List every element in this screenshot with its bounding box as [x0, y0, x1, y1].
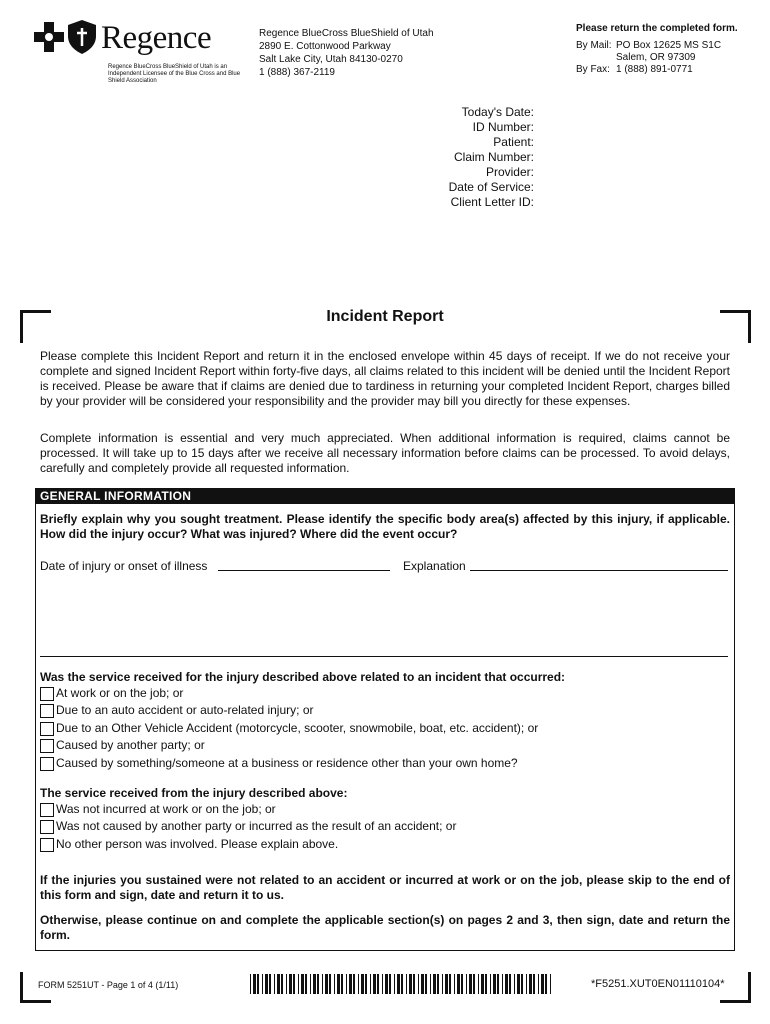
intro-paragraph-2: Complete information is essential and very much appreciated. When additional information is required, claims cannot be processed. It will take up to 15 days after we receive all necessary information before claims can be processed. To avoid delays, carefully and completely provide all requested information. [40, 431, 730, 475]
logo-wordmark: Regence [101, 20, 212, 56]
option-other-vehicle[interactable]: Due to an Other Vehicle Accident (motorcycle, scooter, snowmobile, boat, etc. accident); or [40, 721, 538, 736]
form-id: FORM 5251UT - Page 1 of 4 (1/11) [38, 980, 179, 990]
section-heading: GENERAL INFORMATION [35, 488, 735, 504]
explanation-input[interactable] [470, 570, 728, 571]
treatment-prompt: Briefly explain why you sought treatment. Please identify the specific body area(s) affected by this injury, if applicable. How did the injury occur? What was injured? Where did the event occur? [40, 512, 730, 541]
intro-paragraph-1: Please complete this Incident Report and return it in the enclosed envelope within 45 days of receipt. If we do not receive your complete and signed Incident Report within forty-five days, all claims related to this incident will be denied until the Incident Report is received. Please be aware that if claims are denied due to tardiness in returning your completed Incident Report, charges billed by your provider will be considered your responsibility and the provider may bill you directly for these expenses. [40, 349, 730, 408]
service-question: The service received from the injury described above: [40, 786, 348, 800]
form-code: *F5251.XUT0EN01110104* [591, 978, 725, 990]
checkbox[interactable] [40, 739, 54, 753]
checkbox[interactable] [40, 820, 54, 834]
explanation-label: Explanation [403, 559, 466, 573]
return-instructions: By Mail: PO Box 12625 MS S1C Salem, OR 97309 By Fax: 1 (888) 891-0771 [576, 40, 722, 75]
logo-tagline: Regence BlueCross BlueShield of Utah is an Independent Licensee of the Blue Cross and Blue Shield Association [108, 64, 241, 84]
barcode-icon [250, 974, 552, 994]
date-of-injury-label: Date of injury or onset of illness [40, 559, 208, 573]
option-at-work[interactable]: At work or on the job; or [40, 686, 183, 701]
page-title: Incident Report [326, 308, 444, 325]
checkbox[interactable] [40, 704, 54, 718]
date-of-injury-input[interactable] [218, 570, 390, 571]
company-address: Regence BlueCross BlueShield of Utah 2890 E. Cottonwood Parkway Salt Lake City, Utah 84130-0270 1 (888) 367-2119 [259, 28, 434, 78]
checkbox[interactable] [40, 722, 54, 736]
option-auto-accident[interactable]: Due to an auto accident or auto-related injury; or [40, 703, 313, 718]
option-another-party[interactable]: Caused by another party; or [40, 738, 205, 753]
field-todays-date: Today's Date: [461, 105, 534, 119]
field-date-of-service: Date of Service: [448, 180, 534, 194]
option-no-other-person[interactable]: No other person was involved. Please explain above. [40, 837, 338, 852]
checkbox[interactable] [40, 757, 54, 771]
field-client-letter-id: Client Letter ID: [450, 195, 534, 209]
option-business-residence[interactable]: Caused by something/someone at a business or residence other than your own home? [40, 756, 518, 771]
field-patient: Patient: [493, 135, 534, 149]
checkbox[interactable] [40, 838, 54, 852]
checkbox[interactable] [40, 687, 54, 701]
option-not-at-work[interactable]: Was not incurred at work or on the job; or [40, 802, 276, 817]
blue-cross-logo-icon [34, 22, 64, 52]
return-instructions-title: Please return the completed form. [576, 23, 738, 34]
continue-instruction: Otherwise, please continue on and complete the applicable section(s) on pages 2 and 3, then sign, date and return the form. [40, 913, 730, 942]
field-provider: Provider: [485, 165, 534, 179]
incident-question: Was the service received for the injury described above related to an incident that occurred: [40, 670, 566, 684]
field-claim-number: Claim Number: [453, 150, 534, 164]
field-id-number: ID Number: [472, 120, 534, 134]
skip-instruction: If the injuries you sustained were not related to an accident or incurred at work or on the job, please skip to the end of this form and sign, date and return it to us. [40, 873, 730, 902]
explanation-input-line-2[interactable] [40, 656, 728, 657]
claim-fields [449, 105, 534, 210]
option-not-another-party[interactable]: Was not caused by another party or incurred as the result of an accident; or [40, 819, 456, 834]
blue-shield-logo-icon [68, 20, 96, 54]
checkbox[interactable] [40, 803, 54, 817]
